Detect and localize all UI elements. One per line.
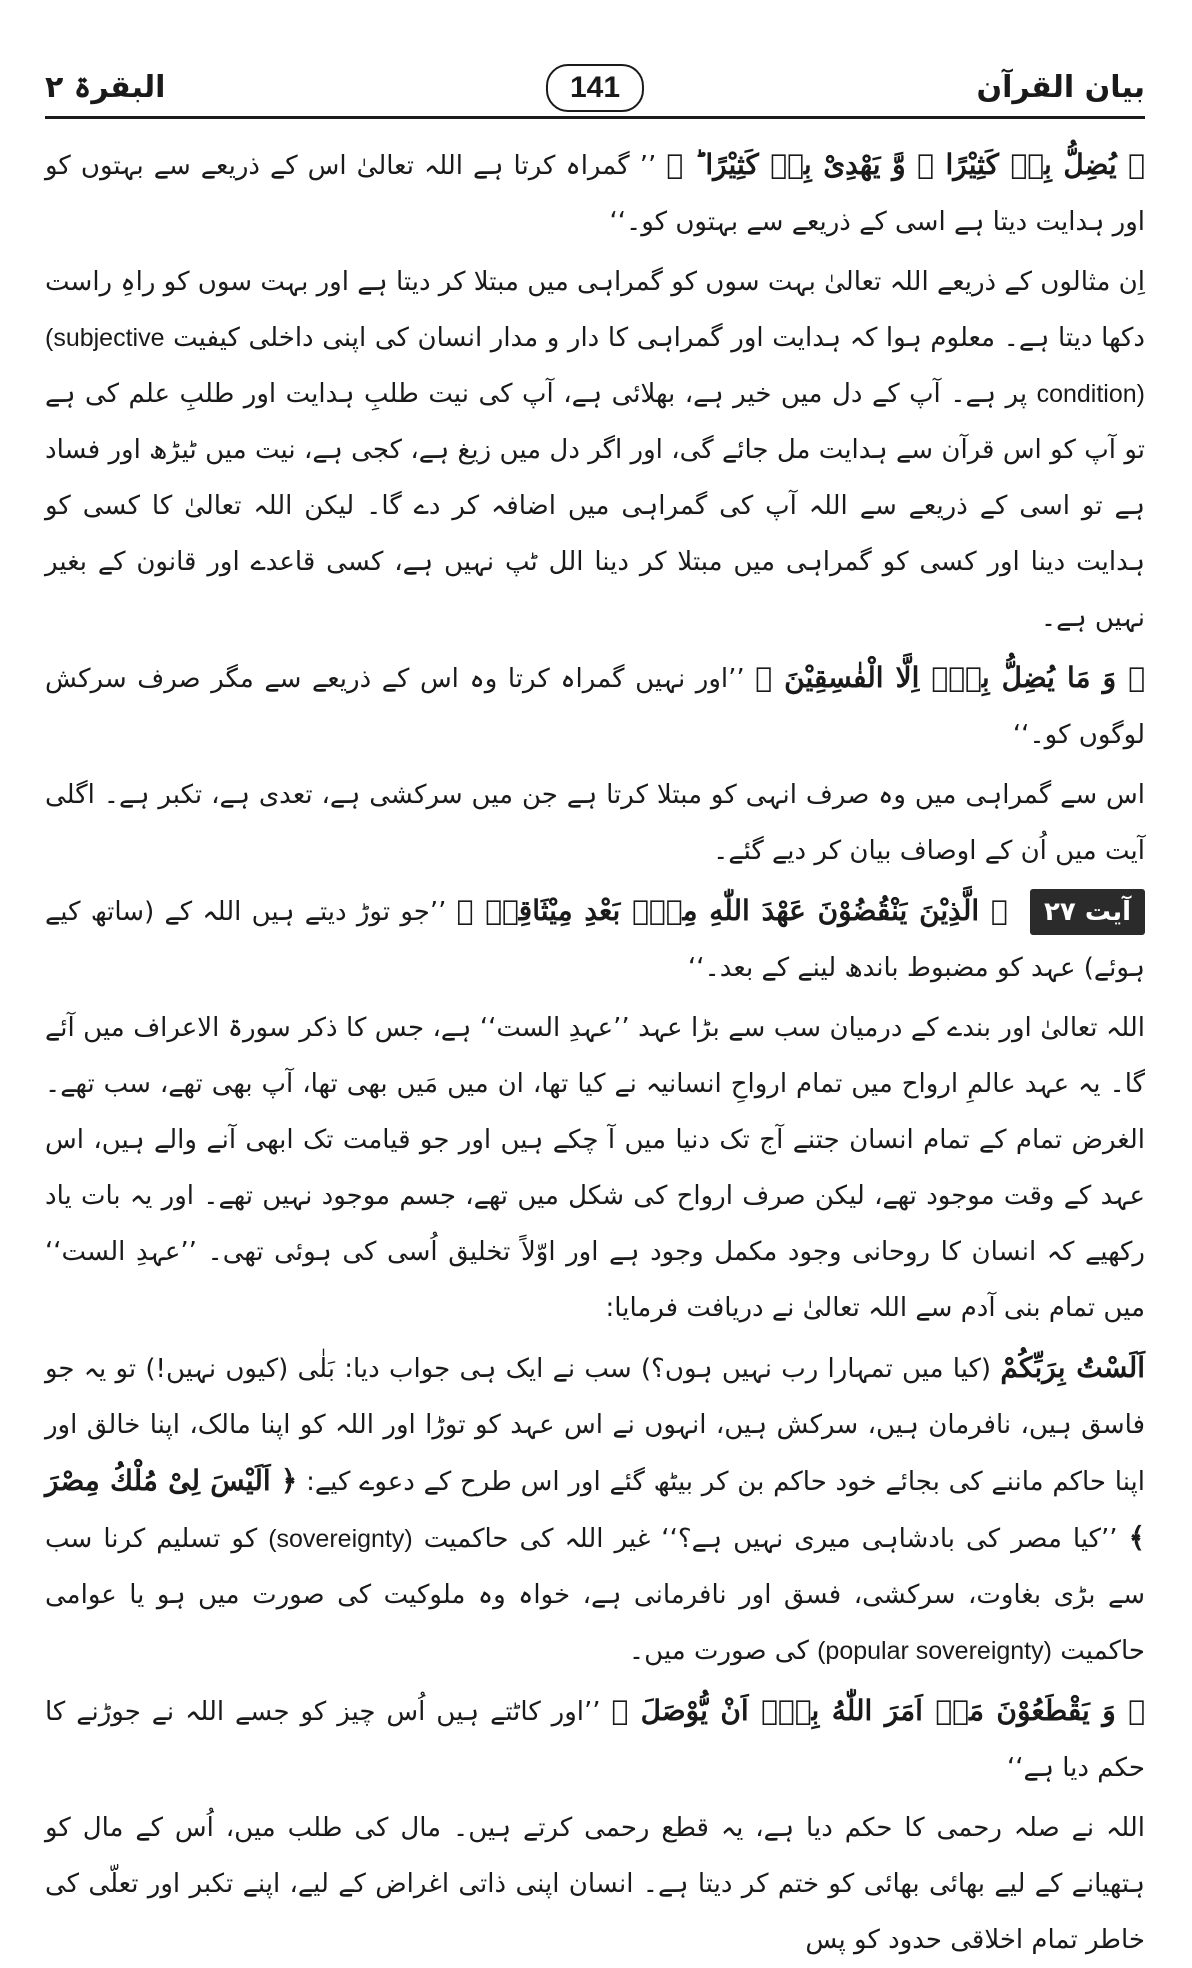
- paragraph-8: [45, 1683, 1145, 1796]
- commentary-text: ’’کیا مصر کی بادشاہی میری نہیں ہے؟‘‘ غیر اللہ کی حاکمیت: [423, 1524, 1118, 1554]
- commentary-text: اِن مثالوں کے ذریعے اللہ تعالیٰ بہت سوں کو گمراہی میں مبتلا کر دیتا ہے اور بہت سوں کو راہِ راست دکھا دیتا ہے۔ معلوم ہوا کہ ہدایت اور گمراہی کا دار و مدار انسان کی اپنی داخلی کیفیت: [45, 267, 1146, 353]
- commentary-text: اللہ نے صلہ رحمی کا حکم دیا ہے، یہ قطع رحمی کرتے ہیں۔ مال کی طلب میں، اُس کے مال کو ہتھیانے کے لیے بھائی بھائی کو ختم کر دیتا ہے۔ انسان اپنی ذاتی اغراض کے لیے، اپنے تکبر اور تعلّی کی خاطر تمام اخلاقی حدود کو پس: [45, 1813, 1145, 1955]
- commentary-text: اللہ تعالیٰ اور بندے کے درمیان سب سے بڑا عہد ’’عہدِ الست‘‘ ہے، جس کا ذکر سورۃ الاعراف میں آئے گا۔ یہ عہد عالمِ ارواح میں تمام ارواحِ انسانیہ نے کیا تھا، ان میں مَیں بھی تھا، آپ بھی تھے، سب تھے۔ الغرض تمام کے تمام انسان جتنے آج تک دنیا میں آ چکے ہیں اور جو قیامت تک ابھی آنے والے ہیں، اس عہد کے وقت موجود تھے، لیکن صرف ارواح کی شکل میں تھے، جسم موجود نہیں تھے۔ اور یہ بات یاد رکھیے کہ انسان کا روحانی وجود مکمل وجود ہے اور اوّلاً تخلیق اُسی کی ہوئی تھی۔ ’’عہدِ الست‘‘ میں تمام بنی آدم سے اللہ تعالیٰ نے دریافت فرمایا:: [45, 1013, 1145, 1323]
- commentary-text: پر ہے۔ آپ کے دل میں خیر ہے، بھلائی ہے، آپ کی نیت طلبِ ہدایت اور طلبِ علم کی ہے تو آپ کو اس قرآن سے ہدایت مل جائے گی، اور اگر دل میں زیغ ہے، کجی ہے، نیت میں ٹیڑھ اور فساد ہے تو اسی کے ذریعے سے اللہ آپ کی گمراہی میں اضافہ کر دے گا۔ لیکن اللہ تعالیٰ کا کسی کو ہدایت دینا اور کسی کو گمراہی میں مبتلا کر دینا الل ٹپ نہیں ہے، کسی قاعدے اور قانون کے بغیر نہیں ہے۔: [45, 379, 1145, 633]
- paragraph-6: [45, 1000, 1145, 1336]
- paragraph-7: [45, 1340, 1145, 1679]
- english-term: (subjective condition): [45, 324, 1145, 408]
- page-number: 141: [546, 64, 644, 112]
- english-term: (popular sovereignty): [817, 1637, 1052, 1665]
- paragraph-3: [45, 650, 1145, 763]
- commentary-text: (کیا میں تمہارا رب نہیں ہوں؟) سب نے ایک ہی جواب دیا: بَلٰی (کیوں نہیں!) تو یہ جو فاسق ہیں، نافرمان ہیں، سرکش ہیں، انہوں نے اس عہد کو توڑا اور اللہ کو اپنا مالک، اپنا خالق اور اپنا حاکم ماننے کی بجائے خود حاکم بن کر بیٹھ گئے اور اس طرح کے دعوے کیے:: [45, 1354, 1146, 1497]
- page-header: [45, 60, 1145, 119]
- ayah-text: ﴿ وَ یَقْطَعُوْنَ مَاۤ اَمَرَ اللّٰهُ بِهٖۤ اَنْ یُّوْصَلَ ﴾: [611, 1694, 1145, 1727]
- ayah-text: ﴿ الَّذِیْنَ یَنْقُضُوْنَ عَهْدَ اللّٰهِ مِنْۢ بَعْدِ مِیْثَاقِهٖ ﴾: [456, 894, 1008, 927]
- commentary-text: کو تسلیم کرنا سب سے بڑی بغاوت، سرکشی، فسق اور نافرمانی ہے، خواہ وہ ملوکیت کی صورت میں ہو یا عوامی حاکمیت: [45, 1524, 1145, 1666]
- paragraph-9: [45, 1800, 1145, 1968]
- paragraph-4: [45, 767, 1145, 879]
- translation-text: ’’جو توڑ دیتے ہیں اللہ کے (ساتھ کیے ہوئے) عہد کو مضبوط باندھ لینے کے بعد۔‘‘: [45, 897, 1145, 983]
- paragraph-1: [45, 137, 1145, 250]
- paragraph-5: [45, 883, 1145, 996]
- surah-title: البقرۃ ۲: [45, 70, 166, 105]
- ayah-text: ﴿ یُضِلُّ بِهٖ كَثِیْرًا ۙ وَّ یَهْدِیْ بِهٖ كَثِیْرًا ؕ ﴾: [666, 148, 1145, 181]
- translation-text: ’’اور کاٹتے ہیں اُس چیز کو جسے اللہ نے جوڑنے کا حکم دیا ہے‘‘: [45, 1697, 1145, 1783]
- ayah-text: اَلَسْتُ بِرَبِّكُمْ: [1000, 1351, 1146, 1384]
- english-term: (sovereignty): [268, 1525, 413, 1553]
- translation-text: ’’اور نہیں گمراہ کرتا وہ اس کے ذریعے سے مگر صرف سرکش لوگوں کو۔‘‘: [45, 664, 1145, 750]
- book-page: [45, 60, 1146, 1955]
- ayah-text: ﴿ اَلَیْسَ لِیْ مُلْكُ مِصْرَ ﴾: [45, 1464, 1145, 1554]
- translation-text: ’’ گمراہ کرتا ہے اللہ تعالیٰ اس کے ذریعے سے بہتوں کو اور ہدایت دیتا ہے اسی کے ذریعے سے بہتوں کو۔‘‘: [45, 151, 1145, 237]
- verse-number-badge: آیت ۲۷: [1030, 889, 1145, 935]
- commentary-text: کی صورت میں۔: [628, 1636, 809, 1666]
- commentary-text: اس سے گمراہی میں وہ صرف انہی کو مبتلا کرتا ہے جن میں سرکشی ہے، تعدی ہے، تکبر ہے۔ اگلی آیت میں اُن کے اوصاف بیان کر دیے گئے۔: [45, 780, 1145, 866]
- ayah-text: ﴿ وَ مَا یُضِلُّ بِهٖۤ اِلَّا الْفٰسِقِیْنَ ﴾: [755, 661, 1146, 694]
- book-title: بیان القرآن: [976, 70, 1145, 105]
- paragraph-2: [45, 254, 1145, 646]
- page-body: [45, 137, 1145, 1968]
